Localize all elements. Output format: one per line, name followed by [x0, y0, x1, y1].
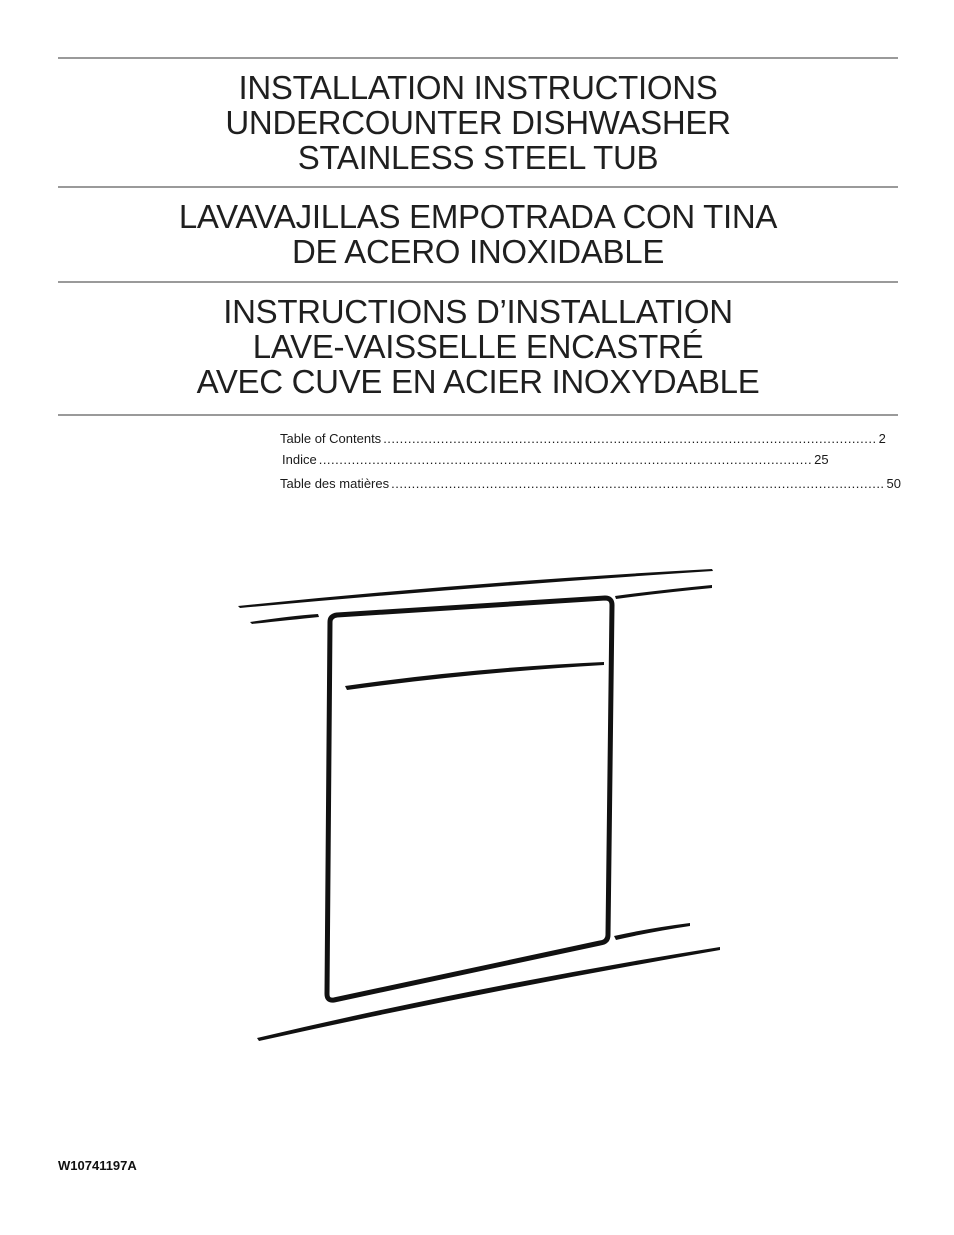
- door-handle-line: [345, 662, 604, 690]
- toc-page-number: 25: [814, 452, 829, 467]
- french-title-line-1: INSTRUCTIONS D’INSTALLATION: [223, 293, 733, 330]
- french-title-line-2: LAVE-VAISSELLE ENCASTRÉ: [252, 328, 704, 365]
- toc-page-number: 50: [886, 476, 902, 491]
- toc-label: Table des matières: [280, 476, 390, 491]
- spanish-title-line-1: LAVAVAJILLAS EMPOTRADA CON TINA: [178, 198, 778, 235]
- spanish-title-line-2: DE ACERO INOXIDABLE: [291, 233, 665, 270]
- toc-leader-dots: ........................................................................................................................: [391, 476, 885, 491]
- countertop-lower-right-line: [615, 585, 712, 599]
- english-title-line-1: INSTALLATION INSTRUCTIONS: [238, 69, 718, 106]
- door-panel-outline: [327, 598, 612, 1000]
- toc-leader-dots: ........................................................................................................................: [383, 431, 877, 446]
- toekick-right-short-line: [614, 923, 690, 940]
- toc-label: Table of Contents: [280, 431, 382, 446]
- english-title-line-3: STAINLESS STEEL TUB: [297, 139, 659, 176]
- toc-leader-dots: ........................................................................................................................: [318, 452, 813, 467]
- countertop-top-line: [238, 569, 713, 608]
- part-number: W10741197A: [58, 1158, 137, 1173]
- english-title-line-2: UNDERCOUNTER DISHWASHER: [225, 104, 731, 141]
- countertop-lower-left-line: [250, 614, 319, 624]
- toc-label: Indice: [282, 452, 317, 467]
- toc-page-number: 2: [878, 431, 886, 446]
- french-title-line-3: AVEC CUVE EN ACIER INOXYDABLE: [196, 363, 760, 400]
